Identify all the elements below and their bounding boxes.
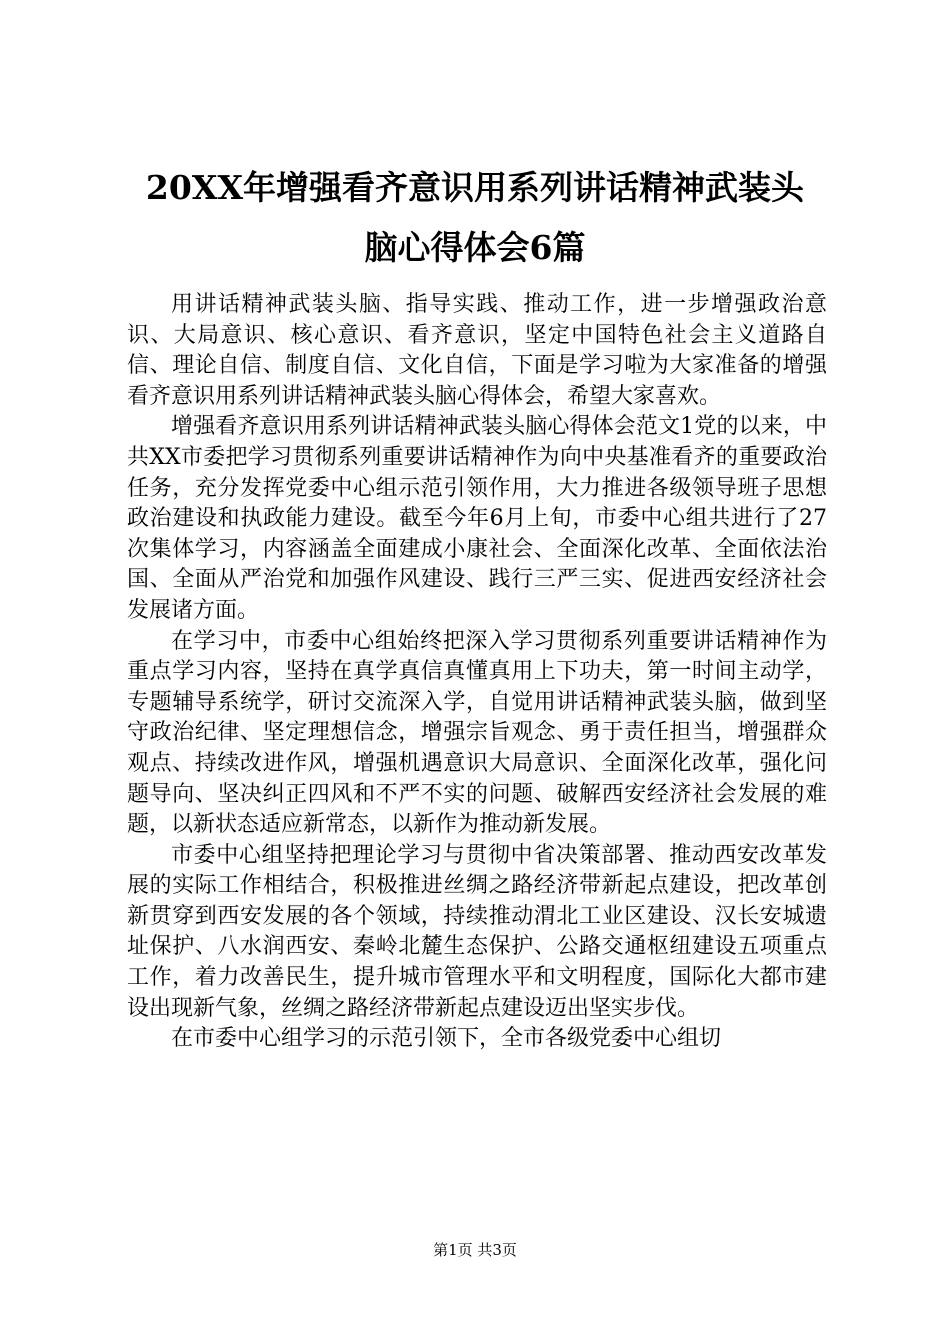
paragraph-intro: 用讲话精神武装头脑、指导实践、推动工作，进一步增强政治意识、大局意识、核心意识、看齐意识，坚定中国特色社会主义道路自信、理论自信、制度自信、文化自信，下面是学习啦为大家准备的增强看齐意识用系列讲话精神武装头脑心得体会，希望大家喜欢。 [127, 292, 827, 409]
document-body [127, 290, 827, 1055]
paragraph-4: 在市委中心组学习的示范引领下，全市各级党委中心组切 [171, 1026, 722, 1052]
document-title-line-1: 20XX年增强看齐意识用系列讲话精神武装头 [145, 168, 805, 207]
paragraph-1: 增强看齐意识用系列讲话精神武装头脑心得体会范文1党的以来，中共XX市委把学习贯彻系列重要讲话精神作为向中央基准看齐的重要政治任务，充分发挥党委中心组示范引领作用，大力推进各级领导班子思想政治建设和执政能力建设。截至今年6月上旬，市委中心组共进行了27次集体学习，内容涵盖全面建成小康社会、全面深化改革、全面依法治国、全面从严治党和加强作风建设、践行三严三实、促进西安经济社会发展诸方面。 [127, 414, 827, 623]
paragraph-2: 在学习中，市委中心组始终把深入学习贯彻系列重要讲话精神作为重点学习内容，坚持在真学真信真懂真用上下功夫，第一时间主动学，专题辅导系统学，研讨交流深入学，自觉用讲话精神武装头脑，做到坚守政治纪律、坚定理想信念，增强宗旨观念、勇于责任担当，增强群众观点、持续改进作风，增强机遇意识大局意识、全面深化改革，强化问题导向、坚决纠正四风和不严不实的问题、破解西安经济社会发展的难题，以新状态适应新常态，以新作为推动新发展。 [127, 628, 827, 838]
document-title-line-2: 脑心得体会6篇 [364, 228, 586, 267]
paragraph-3: 市委中心组坚持把理论学习与贯彻中省决策部署、推动西安改革发展的实际工作相结合，积极推进丝绸之路经济带新起点建设，把改革创新贯穿到西安发展的各个领域，持续推动渭北工业区建设、汉长安城遗址保护、八水润西安、秦岭北麓生态保护、公路交通枢纽建设五项重点工作，着力改善民生，提升城市管理水平和文明程度，国际化大都市建设出现新气象，丝绸之路经济带新起点建设迈出坚实步伐。 [127, 842, 827, 1021]
page-footer: 第1页 共3页 [433, 1241, 517, 1259]
